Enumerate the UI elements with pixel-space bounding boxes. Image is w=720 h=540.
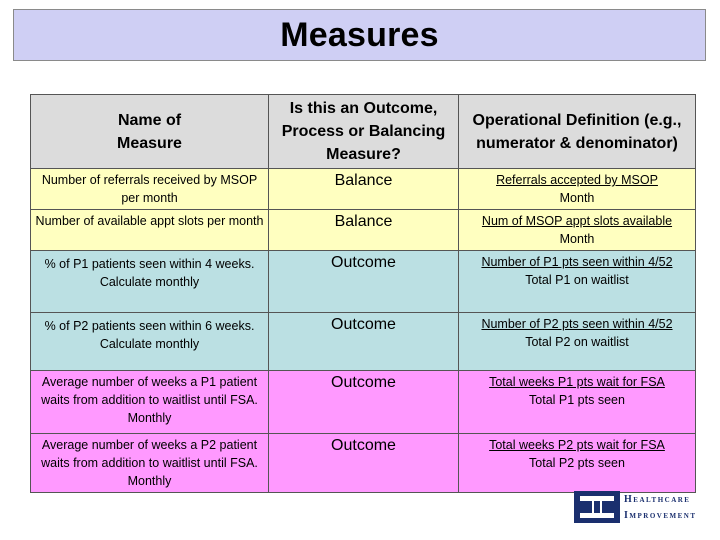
numerator: Referrals accepted by MSOP: [496, 173, 658, 187]
definition-cell: [459, 371, 696, 434]
measure-type-cell: Outcome: [269, 251, 459, 313]
table-row: [31, 371, 696, 434]
numerator: Total weeks P1 pts wait for FSA: [489, 375, 665, 389]
definition-cell: [459, 169, 696, 210]
table-header-row: [31, 95, 696, 169]
definition-cell: [459, 251, 696, 313]
denominator: Total P1 on waitlist: [525, 273, 629, 287]
denominator: Month: [559, 232, 595, 246]
table-row: [31, 313, 696, 371]
numerator: Number of P1 pts seen within 4/52: [481, 255, 673, 269]
numerator: Num of MSOP appt slots available: [481, 214, 673, 228]
measure-name-cell: Average number of weeks a P2 patient waits from addition to waitlist until FSA. Monthly: [31, 434, 269, 493]
page-title: Measures: [280, 15, 439, 54]
table-row: [31, 169, 696, 210]
measure-name-cell: Number of referrals received by MSOP per month: [31, 169, 269, 210]
table-row: [31, 210, 696, 251]
institute-logo-mark-icon: [574, 491, 620, 523]
title-bar: [13, 9, 706, 61]
measure-name-cell: % of P2 patients seen within 6 weeks. Calculate monthly: [31, 313, 269, 371]
logo-line-1: Healthcare: [624, 494, 691, 505]
header-measure-type: Is this an Outcome, Process or Balancing Measure?: [269, 95, 459, 169]
denominator: Total P2 on waitlist: [525, 335, 629, 349]
definition-cell: [459, 210, 696, 251]
header-operational-definition: Operational Definition (e.g., numerator & denominator): [459, 95, 696, 169]
definition-cell: [459, 313, 696, 371]
measures-table: [30, 94, 696, 493]
numerator: Number of P2 pts seen within 4/52: [481, 317, 673, 331]
logo-text: [624, 492, 697, 524]
measure-name-cell: Average number of weeks a P1 patient waits from addition to waitlist until FSA. Monthly: [31, 371, 269, 434]
table-row: [31, 251, 696, 313]
denominator: Total P1 pts seen: [529, 393, 625, 407]
denominator: Total P2 pts seen: [529, 456, 625, 470]
measure-type-cell: Outcome: [269, 434, 459, 493]
measure-type-cell: Outcome: [269, 313, 459, 371]
denominator: Month: [559, 191, 595, 205]
numerator: Total weeks P2 pts wait for FSA: [489, 438, 665, 452]
measure-type-cell: Outcome: [269, 371, 459, 434]
table-row: [31, 434, 696, 493]
header-name-of-measure: Name of Measure: [31, 95, 269, 169]
measure-type-cell: Balance: [269, 169, 459, 210]
definition-cell: [459, 434, 696, 493]
measure-name-cell: Number of available appt slots per month: [31, 210, 269, 251]
measure-name-cell: % of P1 patients seen within 4 weeks. Calculate monthly: [31, 251, 269, 313]
measure-type-cell: Balance: [269, 210, 459, 251]
logo-line-2: Improvement: [624, 510, 697, 521]
organization-logo: [574, 491, 704, 523]
